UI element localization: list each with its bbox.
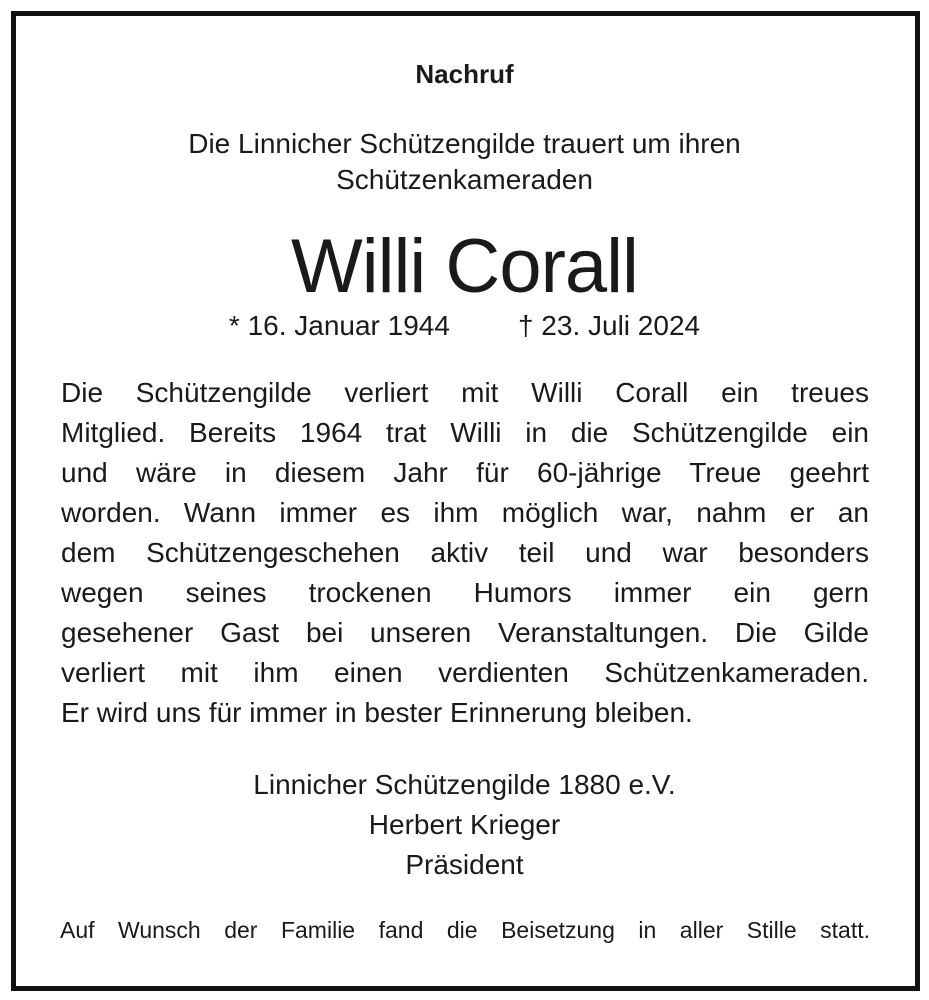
body-line: Die Schützengilde verliert mit Willi Corall ein treues bbox=[61, 377, 869, 408]
body-line: wegen seines trockenen Humors immer ein gern bbox=[61, 577, 869, 608]
body-line: Er wird uns für immer in bester Erinnerung bleiben. bbox=[61, 697, 693, 728]
birth-date: * 16. Januar 1944 bbox=[228, 310, 450, 341]
signature-organization: Linnicher Schützengilde 1880 e.V. bbox=[253, 769, 676, 800]
deceased-name: Willi Corall bbox=[291, 224, 638, 309]
body-line: worden. Wann immer es ihm möglich war, nahm er an bbox=[61, 497, 869, 528]
intro-text bbox=[0, 126, 929, 198]
body-line: Mitglied. Bereits 1964 trat Willi in die Schützengilde ein bbox=[61, 417, 869, 448]
death-date: † 23. Juli 2024 bbox=[517, 310, 701, 341]
body-line: und wäre in diesem Jahr für 60-jährige Treue geehrt bbox=[61, 457, 869, 488]
body-line: gesehener Gast bei unseren Veranstaltungen. Die Gilde bbox=[61, 617, 869, 648]
body-line: dem Schützengeschehen aktiv teil und war besonders bbox=[61, 537, 869, 568]
signature-role: Präsident bbox=[405, 849, 524, 880]
intro-line: Schützenkameraden bbox=[336, 164, 593, 195]
signature-block bbox=[0, 765, 929, 885]
body-line: verliert mit ihm einen verdienten Schützenkameraden. bbox=[61, 657, 869, 688]
intro-line: Die Linnicher Schützengilde trauert um ihren bbox=[188, 128, 741, 159]
signature-person: Herbert Krieger bbox=[368, 809, 561, 840]
notice-heading: Nachruf bbox=[415, 59, 514, 89]
obituary-body bbox=[61, 373, 869, 733]
life-dates bbox=[0, 306, 929, 346]
footer-note: Auf Wunsch der Familie fand die Beisetzung in aller Stille statt. bbox=[60, 917, 870, 943]
